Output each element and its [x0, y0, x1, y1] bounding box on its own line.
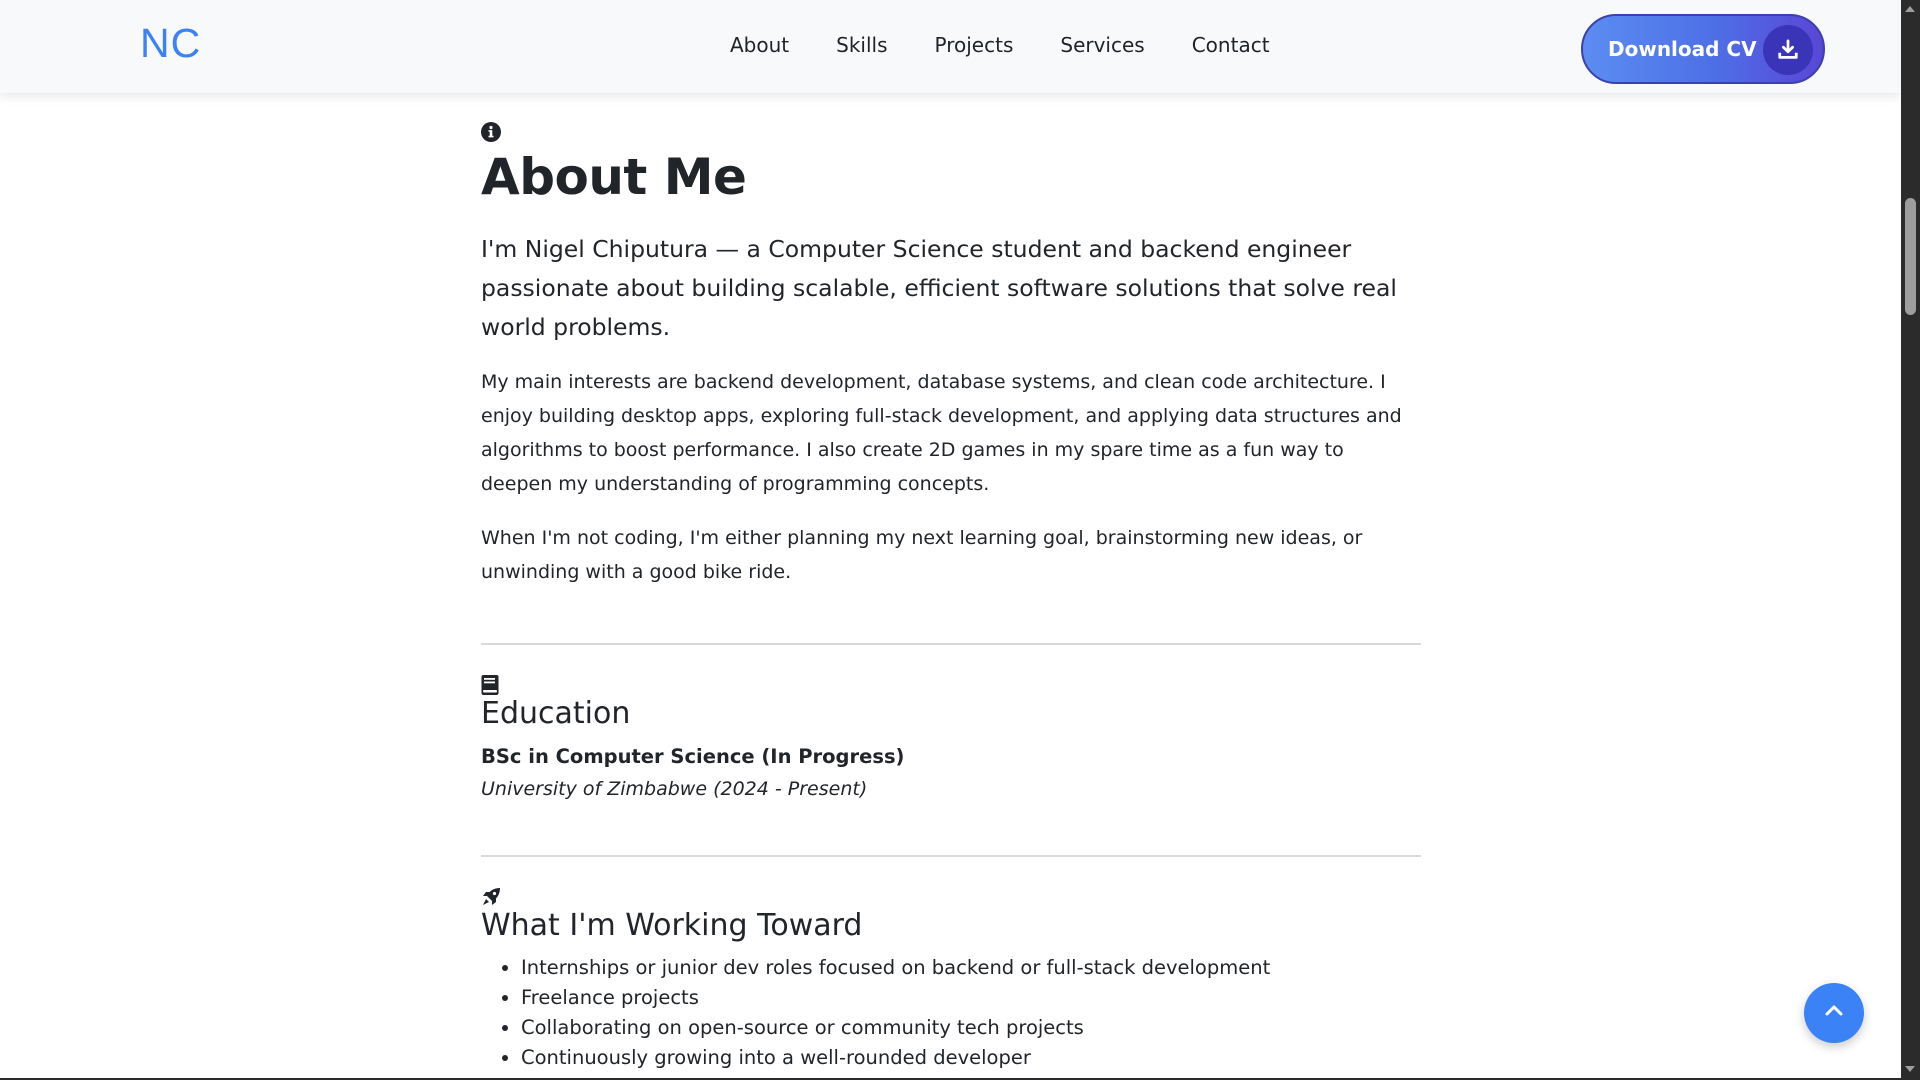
list-item: • Internships or junior dev roles focused on backend or full-stack development — [521, 953, 1421, 983]
list-item: • Collaborating on open-source or community tech projects — [521, 1013, 1421, 1043]
nav-link-skills[interactable]: Skills — [836, 33, 888, 57]
education-degree: BSc in Computer Science (In Progress) — [481, 745, 905, 768]
about-paragraph-2: When I'm not coding, I'm either planning my next learning goal, brainstorming new ideas, or unwinding with a good bike ride. — [481, 527, 1363, 583]
rocket-icon — [481, 887, 501, 907]
nav-link-contact[interactable]: Contact — [1191, 33, 1270, 57]
about-title: About Me — [481, 148, 747, 206]
site-logo[interactable]: NC — [140, 20, 202, 66]
section-divider — [481, 643, 1421, 645]
about-lead: I'm Nigel Chiputura — a Computer Science student and backend engineer passionate about building scalable, efficient software solutions that solve real world problems. — [481, 235, 1397, 341]
education-section — [481, 675, 1421, 803]
education-title: Education — [481, 696, 631, 731]
scrollbar-thumb[interactable] — [1905, 198, 1916, 315]
nav-link-services[interactable]: Services — [1060, 33, 1145, 57]
goals-list — [481, 953, 1421, 1073]
scroll-down-arrow[interactable] — [1905, 1066, 1915, 1072]
list-item: • Continuously growing into a well-rounded developer — [521, 1043, 1421, 1073]
nav-link-projects[interactable]: Projects — [934, 33, 1014, 57]
section-divider — [481, 855, 1421, 857]
about-paragraph-1: My main interests are backend development, database systems, and clean code architecture. I enjoy building desktop apps, exploring full-stack development, and applying data structures and algorithms to boost performance. I also create 2D games in my spare time as a fun way to deepen my understanding of programming concepts. — [481, 371, 1402, 495]
book-icon — [481, 675, 501, 695]
nav-links — [730, 32, 1317, 58]
info-circle-icon — [481, 122, 501, 142]
scroll-to-top-button[interactable] — [1804, 983, 1864, 1043]
goals-section — [481, 887, 1421, 1073]
scroll-up-arrow[interactable] — [1905, 6, 1915, 12]
goals-title: What I'm Working Toward — [481, 908, 863, 943]
chevron-up-icon — [1823, 1000, 1845, 1026]
navbar — [0, 0, 1901, 93]
download-cv-button[interactable] — [1581, 14, 1825, 84]
list-item: • Freelance projects — [521, 983, 1421, 1013]
education-university: University of Zimbabwe (2024 - Present) — [481, 778, 868, 800]
download-cv-label: Download CV — [1608, 37, 1757, 61]
scrollbar[interactable] — [1901, 0, 1920, 1080]
about-section — [481, 122, 1421, 1073]
nav-link-about[interactable]: About — [730, 33, 790, 57]
download-icon — [1763, 25, 1813, 75]
